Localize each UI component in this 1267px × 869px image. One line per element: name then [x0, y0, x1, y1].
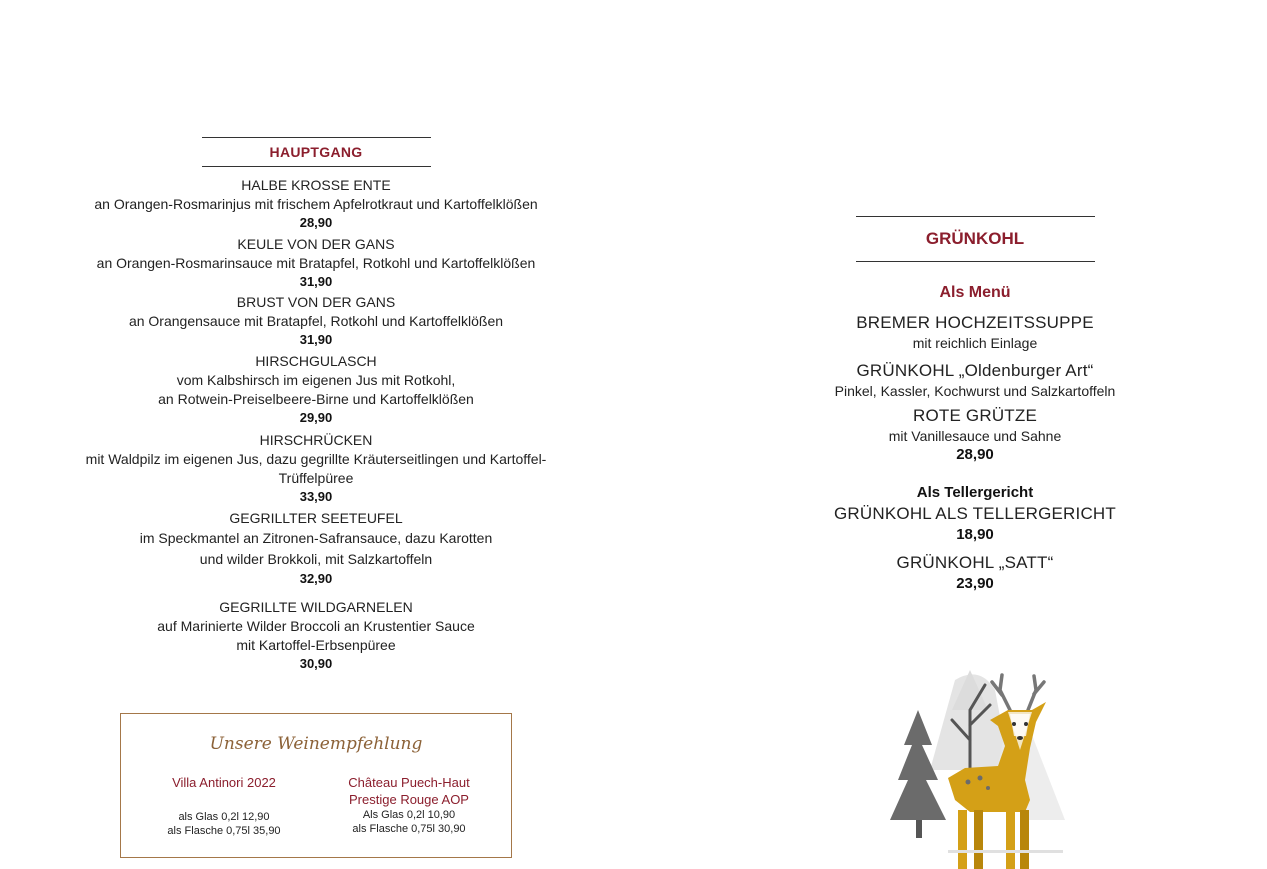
dish-name: HIRSCHRÜCKEN [259, 432, 373, 448]
dish-price: 30,90 [299, 656, 333, 671]
menu-item-description: Pinkel, Kassler, Kochwurst und Salzkartoffeln [834, 383, 1116, 399]
menu-price: 28,90 [956, 446, 994, 463]
dish-description: und wilder Brokkoli, mit Salzkartoffeln [199, 551, 433, 567]
deer-illustration [870, 650, 1080, 869]
dish-name: BRUST VON DER GANS [236, 294, 396, 310]
dish-description: mit Kartoffel-Erbsenpüree [236, 637, 396, 653]
dish-description: an Orangen-Rosmarinsauce mit Bratapfel, Rotkohl und Kartoffelklößen [96, 255, 536, 271]
dish-name: GEGRILLTER SEETEUFEL [229, 510, 403, 526]
dish-price: 28,90 [299, 215, 333, 230]
dish-name: HIRSCHGULASCH [255, 353, 377, 369]
wine-name: Villa Antinori 2022 [172, 775, 276, 790]
section-title: HAUPTGANG [269, 144, 363, 160]
dish-name: KEULE VON DER GANS [237, 236, 395, 252]
dish-item [40, 175, 592, 231]
section-title: GRÜNKOHL [925, 229, 1025, 248]
tree-icon [890, 710, 946, 838]
gruenkohl-section [810, 216, 1140, 593]
wine-item [139, 774, 309, 838]
menu-item [810, 312, 1140, 352]
wine-item [324, 774, 494, 836]
dish-price: 31,90 [299, 332, 333, 347]
dish-price: 29,90 [299, 410, 333, 425]
dish-description: im Speckmantel an Zitronen-Safransauce, dazu Karotten [139, 530, 493, 546]
dish-price: 33,90 [299, 489, 333, 504]
dish-name: GEGRILLTE WILDGARNELEN [219, 599, 413, 615]
teller-item [810, 552, 1140, 593]
wine-name: Château Puech-Haut [348, 775, 470, 790]
wine-bottle-price: als Flasche 0,75l 35,90 [167, 825, 281, 837]
teller-item-price: 18,90 [956, 526, 994, 543]
title-rule-bottom [202, 166, 431, 167]
dish-name: HALBE KROSSE ENTE [241, 177, 391, 193]
dish-item [40, 597, 592, 672]
dish-price: 31,90 [299, 274, 333, 289]
wine-box-title: Unsere Weinempfehlung [209, 734, 423, 754]
teller-item-name: GRÜNKOHL ALS TELLERGERICHT [834, 504, 1116, 523]
wine-bottle-price: als Flasche 0,75l 30,90 [352, 823, 466, 835]
dish-description: mit Waldpilz im eigenen Jus, dazu gegrillte Kräuterseitlingen und Kartoffel- [85, 451, 547, 467]
wine-name: Prestige Rouge AOP [349, 792, 469, 807]
teller-item-name: GRÜNKOHL „SATT“ [896, 553, 1054, 572]
dish-item [40, 430, 592, 505]
menu-label: Als Menü [939, 284, 1011, 301]
teller-item-price: 23,90 [956, 575, 994, 592]
dish-price: 32,90 [299, 571, 333, 586]
dish-description: vom Kalbshirsch im eigenen Jus mit Rotkohl, [176, 372, 456, 388]
wine-glass-price: als Glas 0,2l 12,90 [178, 811, 270, 823]
menu-item [810, 360, 1140, 400]
menu-item [810, 405, 1140, 445]
wine-glass-price: Als Glas 0,2l 10,90 [362, 809, 456, 821]
dish-description: Trüffelpüree [278, 470, 354, 486]
dish-item [40, 234, 592, 290]
dish-description: auf Marinierte Wilder Broccoli an Krustentier Sauce [157, 618, 475, 634]
menu-item-name: ROTE GRÜTZE [912, 406, 1038, 425]
dish-description: an Rotwein-Preiselbeere-Birne und Kartoffelklößen [158, 391, 474, 407]
dish-description: an Orangensauce mit Bratapfel, Rotkohl und Kartoffelklößen [128, 313, 504, 329]
antler-icon [992, 675, 1044, 710]
menu-item-name: GRÜNKOHL „Oldenburger Art“ [856, 361, 1094, 380]
menu-item-description: mit Vanillesauce und Sahne [888, 428, 1062, 444]
hauptgang-section [40, 137, 592, 672]
wine-recommendation-box [120, 713, 512, 858]
dish-description: an Orangen-Rosmarinjus mit frischem Apfelrotkraut und Kartoffelklößen [94, 196, 538, 212]
teller-item [810, 503, 1140, 544]
menu-item-name: BREMER HOCHZEITSSUPPE [856, 313, 1094, 332]
title-rule-bottom [856, 261, 1095, 262]
menu-item-description: mit reichlich Einlage [912, 335, 1038, 351]
teller-label: Als Tellergericht [916, 484, 1034, 501]
dish-item [40, 508, 592, 587]
dish-item [40, 351, 592, 426]
dish-item [40, 292, 592, 348]
